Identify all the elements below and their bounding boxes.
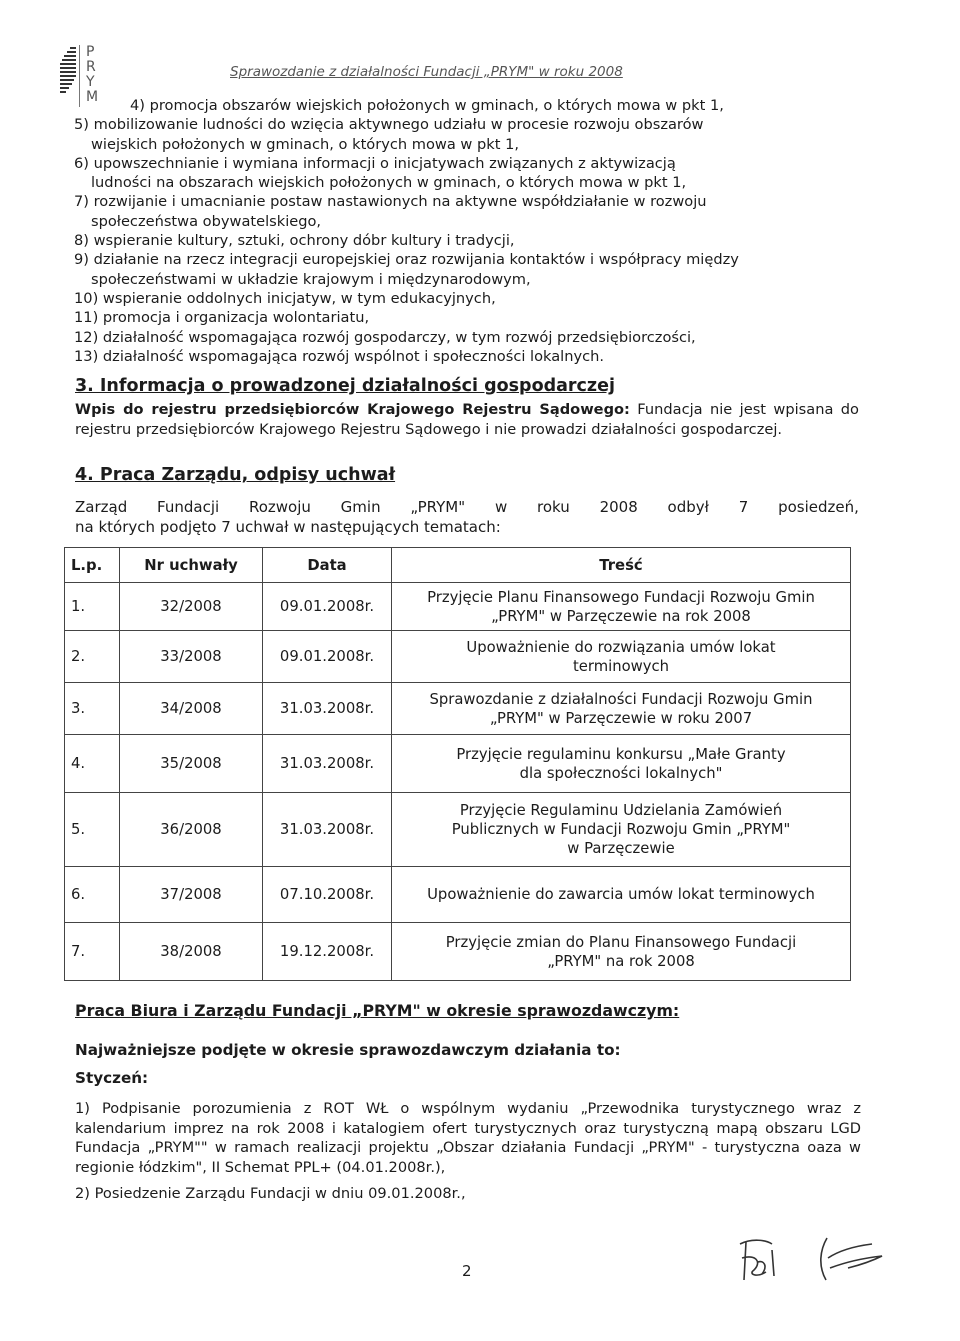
tresc-line: w Parzęczewie: [567, 840, 675, 857]
tresc-line: terminowych: [572, 657, 670, 675]
list-item: 12) działalność wspomagająca rozwój gospodarczy, w tym rozwój przedsiębiorczości,: [74, 328, 696, 346]
section-4-intro: [75, 498, 859, 537]
cell-nr: 34/2008: [120, 683, 263, 735]
list-item: 13) działalność wspomagająca rozwój wspólnot i społeczności lokalnych.: [74, 347, 605, 365]
table-row: [65, 923, 851, 981]
cell-data: 09.01.2008r.: [263, 631, 392, 683]
document-header-title: Sprawozdanie z działalności Fundacji „PRYM" w roku 2008: [230, 64, 623, 80]
intro-word: odbył: [667, 498, 709, 516]
cell-tresc: [392, 867, 851, 923]
header-tresc: Treść: [392, 548, 851, 583]
cell-tresc: [392, 923, 851, 981]
cell-nr: 35/2008: [120, 735, 263, 793]
section-3-paragraph: [75, 400, 859, 439]
page-number: 2: [462, 1262, 472, 1280]
tresc-line: „PRYM" w Parzęczewie na rok 2008: [491, 607, 751, 625]
cell-data: 19.12.2008r.: [263, 923, 392, 981]
intro-word: roku: [537, 498, 570, 516]
registry-text: Fundacja nie jest wpisana do rejestru przedsiębiorców Krajowego Rejestru Sądowego i nie prowadzi działalności gospodarczej.: [75, 401, 859, 438]
list-item: 10) wspieranie oddolnych inicjatyw, w tym edukacyjnych,: [74, 289, 496, 307]
office-work-heading: Praca Biura i Zarządu Fundacji „PRYM" w okresie sprawozdawczym:: [75, 1001, 680, 1020]
intro-word: 2008: [599, 498, 638, 516]
tresc-line: „PRYM" na rok 2008: [547, 952, 695, 970]
cell-lp: 5.: [65, 793, 120, 867]
cell-tresc: [392, 583, 851, 631]
list-item: 6) upowszechnianie i wymiana informacji o inicjatywach związanych z aktywizacją: [74, 154, 676, 172]
logo-letter-r: R: [86, 59, 96, 75]
cell-nr: 38/2008: [120, 923, 263, 981]
intro-word: w: [494, 498, 508, 516]
section-3-heading: 3. Informacja o prowadzonej działalności gospodarczej: [75, 376, 615, 396]
table-row: [65, 683, 851, 735]
cell-tresc: [392, 683, 851, 735]
logo-letter-p: P: [86, 44, 95, 60]
cell-data: 31.03.2008r.: [263, 793, 392, 867]
goals-list: [74, 96, 874, 366]
intro-word: Fundacji: [157, 498, 220, 516]
resolutions-table: [64, 547, 851, 981]
list-item: 4) promocja obszarów wiejskich położonych w gminach, o których mowa w pkt 1,: [130, 97, 724, 114]
cell-nr: 32/2008: [120, 583, 263, 631]
list-item: 5) mobilizowanie ludności do wzięcia aktywnego udziału w procesie rozwoju obszarów: [74, 116, 704, 134]
cell-lp: 3.: [65, 683, 120, 735]
header-data: Data: [263, 548, 392, 583]
activity-item-1: 1) Podpisanie porozumienia z ROT WŁ o wspólnym wydaniu „Przewodnika turystycznego wraz z kalendarium imprez na rok 2008 i katalogiem ofert turystycznych oraz turystyczną mapą obszaru LGD Fundacja „PRYM"" w ramach realizacji projektu „Obszar działania Fundacji „PRYM" - turystyczna oaza w regionie łódzkim", II Schemat PPL+ (04.01.2008r.),: [75, 1100, 861, 1176]
table-row: [65, 631, 851, 683]
cell-data: 31.03.2008r.: [263, 683, 392, 735]
cell-lp: 7.: [65, 923, 120, 981]
list-item: 8) wspieranie kultury, sztuki, ochrony dóbr kultury i tradycji,: [74, 232, 515, 250]
section-4-heading: 4. Praca Zarządu, odpisy uchwał: [75, 465, 396, 485]
tresc-line: „PRYM" w Parzęczewie w roku 2007: [489, 709, 753, 727]
table-row: [65, 583, 851, 631]
logo-letter-m: M: [86, 89, 99, 105]
logo-letter-y: Y: [86, 74, 95, 90]
cell-nr: 37/2008: [120, 867, 263, 923]
cell-data: 31.03.2008r.: [263, 735, 392, 793]
intro-word: Rozwoju: [248, 498, 311, 516]
list-item: 9) działanie na rzecz integracji europejskiej oraz rozwijania kontaktów i współpracy między: [74, 251, 739, 269]
tresc-line: dla społeczności lokalnych": [519, 764, 723, 782]
header-lp: L.p.: [65, 548, 120, 583]
cell-lp: 6.: [65, 867, 120, 923]
intro-word: „PRYM": [410, 498, 466, 516]
tresc-line: Upoważnienie do rozwiązania umów lokat: [466, 638, 776, 656]
tresc-line: Przyjęcie Planu Finansowego Fundacji Rozwoju Gmin: [427, 588, 815, 606]
list-item-continuation: wiejskich położonych w gminach, o których mowa w pkt 1,: [91, 135, 520, 153]
header-nr: Nr uchwały: [120, 548, 263, 583]
handwritten-signature: [732, 1232, 902, 1292]
month-label: Styczeń:: [75, 1069, 149, 1087]
tresc-line: Przyjęcie regulaminu konkursu „Małe Granty: [456, 745, 786, 763]
cell-tresc: [392, 793, 851, 867]
cell-tresc: [392, 631, 851, 683]
tresc-line: Sprawozdanie z działalności Fundacji Rozwoju Gmin: [429, 690, 813, 708]
list-item: 7) rozwijanie i umacnianie postaw nastawionych na aktywne współdziałanie w rozwoju: [74, 193, 707, 211]
table-row: [65, 735, 851, 793]
list-item: 11) promocja i organizacja wolontariatu,: [74, 309, 370, 327]
intro-word: posiedzeń,: [778, 498, 859, 516]
list-item-continuation: ludności na obszarach wiejskich położonych w gminach, o których mowa w pkt 1,: [91, 174, 687, 192]
list-item-continuation: społeczeństwami w układzie krajowym i międzynarodowym,: [91, 270, 531, 288]
tresc-line: Przyjęcie Regulaminu Udzielania Zamówień: [459, 802, 783, 819]
cell-tresc: [392, 735, 851, 793]
cell-data: 07.10.2008r.: [263, 867, 392, 923]
intro-word: 7: [738, 498, 749, 516]
cell-data: 09.01.2008r.: [263, 583, 392, 631]
table-header-row: [65, 548, 851, 583]
cell-lp: 1.: [65, 583, 120, 631]
activity-item-2: 2) Posiedzenie Zarządu Fundacji w dniu 09.01.2008r.,: [75, 1185, 466, 1202]
registry-label: Wpis do rejestru przedsiębiorców Krajowego Rejestru Sądowego:: [75, 401, 630, 418]
cell-lp: 2.: [65, 631, 120, 683]
tresc-line: Upoważnienie do zawarcia umów lokat terminowych: [427, 886, 815, 903]
intro-line-2: na których podjęto 7 uchwał w następujących tematach:: [75, 517, 501, 536]
tresc-line: Publicznych w Fundacji Rozwoju Gmin „PRYM": [451, 821, 791, 838]
cell-lp: 4.: [65, 735, 120, 793]
table-row: [65, 793, 851, 867]
intro-line-1: [75, 498, 859, 518]
list-item-continuation: społeczeństwa obywatelskiego,: [91, 212, 322, 230]
actions-subheading: Najważniejsze podjęte w okresie sprawozdawczym działania to:: [75, 1041, 621, 1059]
intro-word: Gmin: [340, 498, 381, 516]
cell-nr: 36/2008: [120, 793, 263, 867]
cell-nr: 33/2008: [120, 631, 263, 683]
intro-word: Zarząd: [75, 498, 128, 516]
tresc-line: Przyjęcie zmian do Planu Finansowego Fundacji: [445, 933, 797, 951]
table-row: [65, 867, 851, 923]
